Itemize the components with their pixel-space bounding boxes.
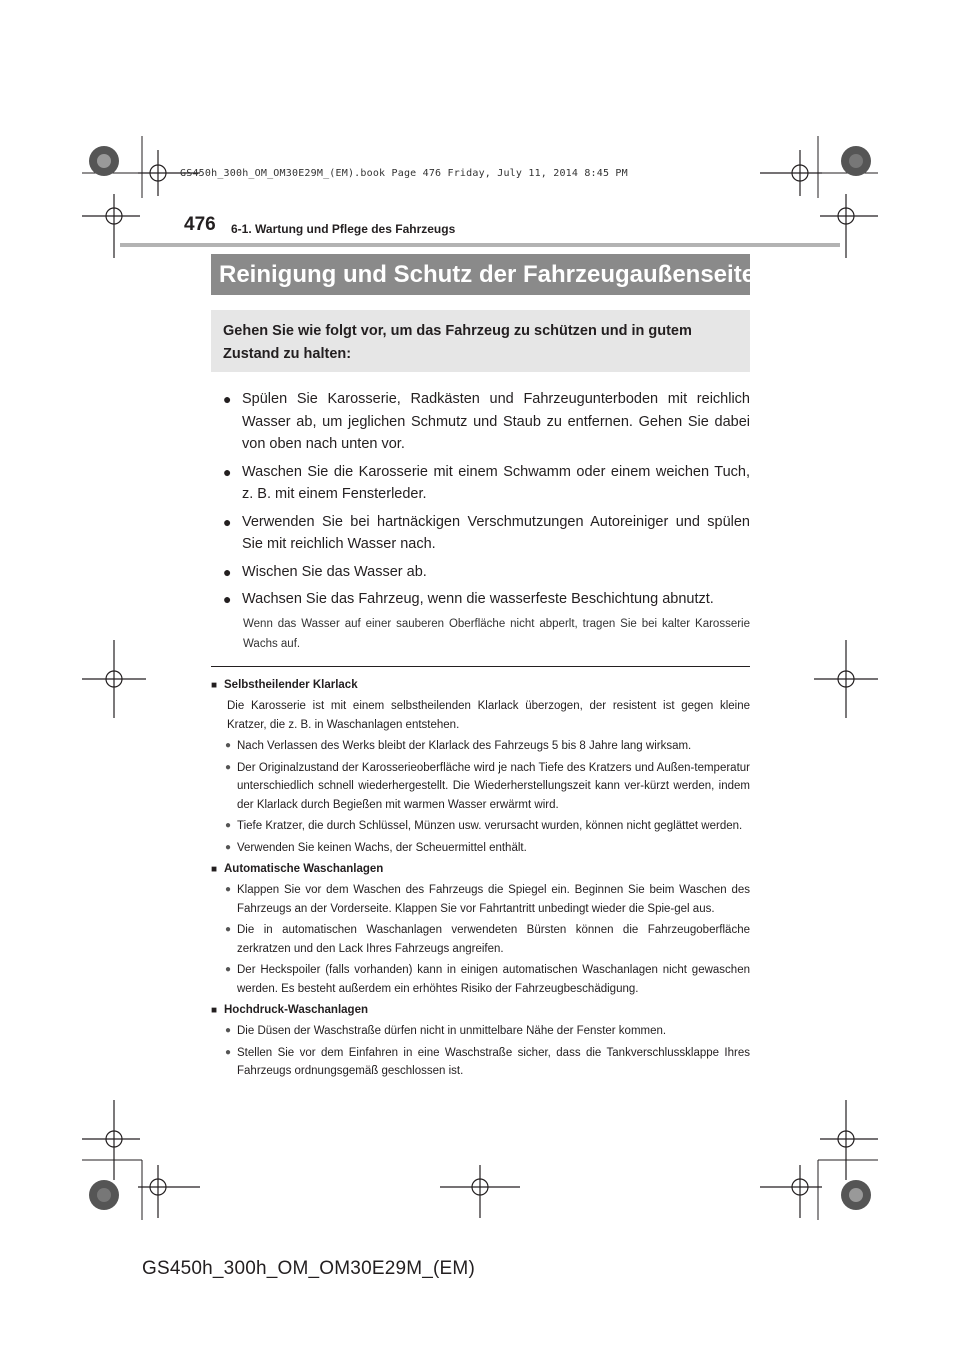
list-item: ● Wachsen Sie das Fahrzeug, wenn die wasserfeste Beschichtung abnutzt. — [215, 588, 750, 611]
note-item: ● Stellen Sie vor dem Einfahren in eine Waschstraße sicher, dass die Tankverschlussklappe Ihres Fahrzeugs ordnungsgemäß geschlossen ist. — [211, 1044, 750, 1081]
note-heading-automatisch: ■ Automatische Waschanlagen — [211, 860, 750, 879]
bullet-icon: ● — [225, 761, 232, 773]
note-item: ● Nach Verlassen des Werks bleibt der Klarlack des Fahrzeugs 5 bis 8 Jahre lang wirksam. — [211, 737, 750, 756]
bullet-icon: ● — [223, 391, 232, 407]
bullet-icon: ● — [223, 563, 232, 580]
list-item: ● Spülen Sie Karosserie, Radkästen und Fahrzeugunterboden mit reichlich Wasser ab, um jeglichen Schmutz und Staub zu entfernen. Gehen Sie dabei von oben nach unten vor. — [215, 388, 750, 456]
note-item: ● Tiefe Kratzer, die durch Schlüssel, Münzen usw. verursacht wurden, können nicht geglättet werden. — [211, 817, 750, 836]
intro-box — [211, 310, 750, 372]
instruction-list — [215, 388, 750, 654]
bullet-icon: ● — [225, 1025, 232, 1036]
notes-divider — [211, 666, 750, 667]
note-heading-hochdruck: ■ Hochdruck-Waschanlagen — [211, 1001, 750, 1020]
bullet-icon: ● — [223, 591, 232, 607]
note-item: ● Klappen Sie vor dem Waschen des Fahrzeugs die Spiegel ein. Beginnen Sie beim Waschen des Fahrzeugs an der Vorderseite. Klappen Sie vor Fahrtantritt unbedingt wieder die Spie-gel aus. — [211, 881, 750, 918]
square-bullet-icon: ■ — [211, 1005, 218, 1016]
book-info-line: GS450h_300h_OM_OM30E29M_(EM).book Page 476 Friday, July 11, 2014 8:45 PM — [180, 168, 628, 179]
note-item: ● Die in automatischen Waschanlagen verwendeten Bürsten können die Fahrzeugoberfläche zerkratzen und den Lack Ihres Fahrzeugs angreifen. — [211, 921, 750, 958]
note-paragraph: Die Karosserie ist mit einem selbstheilenden Klarlack überzogen, der resistent ist gegen kleine Kratzer, die z. B. in Waschanlagen entstehen. — [227, 700, 750, 731]
note-item: ● Der Originalzustand der Karosserieoberfläche wird je nach Tiefe des Kratzers und Außen-temperatur unterschiedlich schnell wiederhergestellt. Die Wiederherstellungszeit kann ver-kürzt werden, indem der Klarlack durch Begießen mit warmen Wasser erwärmt wird. — [211, 759, 750, 815]
bullet-icon: ● — [225, 964, 232, 975]
bullet-icon: ● — [225, 841, 232, 853]
section-label: 6-1. Wartung und Pflege des Fahrzeugs — [231, 222, 456, 236]
bullet-note: Wenn das Wasser auf einer sauberen Oberfläche nicht abperlt, tragen Sie bei kalter Karosserie Wachs auf. — [243, 617, 750, 650]
note-item: ● Der Heckspoiler (falls vorhanden) kann in einigen automatischen Waschanlagen nicht gewaschen werden. Es besteht außerdem ein erhöhtes Risiko der Fahrzeugbeschädigung. — [211, 961, 750, 998]
bullet-icon: ● — [225, 884, 232, 895]
list-item: ● Waschen Sie die Karosserie mit einem Schwamm oder einem weichen Tuch, z. B. mit einem Fensterleder. — [215, 461, 750, 506]
document-code-footer: GS450h_300h_OM_OM30E29M_(EM) — [142, 1258, 475, 1279]
bullet-icon: ● — [223, 513, 232, 530]
header-divider — [120, 243, 840, 247]
bullet-icon: ● — [225, 740, 232, 751]
page-number: 476 — [184, 214, 216, 235]
page-title: Reinigung und Schutz der Fahrzeugaußenseiten — [211, 254, 750, 295]
bullet-icon: ● — [223, 463, 232, 480]
bullet-icon: ● — [225, 924, 232, 935]
bullet-icon: ● — [225, 820, 232, 831]
bullet-icon: ● — [225, 1046, 232, 1058]
square-bullet-icon: ■ — [211, 680, 218, 691]
note-item: ● Verwenden Sie keinen Wachs, der Scheuermittel enthält. — [211, 839, 750, 858]
list-item: ● Verwenden Sie bei hartnäckigen Verschmutzungen Autoreiniger und spülen Sie mit reichlich Wasser nach. — [215, 511, 750, 556]
square-bullet-icon: ■ — [211, 864, 218, 875]
note-heading-klarlack: ■ Selbstheilender Klarlack — [211, 676, 750, 695]
note-item: ● Die Düsen der Waschstraße dürfen nicht in unmittelbare Nähe der Fenster kommen. — [211, 1022, 750, 1041]
intro-text: Gehen Sie wie folgt vor, um das Fahrzeug zu schützen und in gutem Zustand zu halten: — [223, 323, 692, 362]
list-item: ● Wischen Sie das Wasser ab. — [215, 561, 750, 584]
notes-section — [211, 676, 750, 1084]
